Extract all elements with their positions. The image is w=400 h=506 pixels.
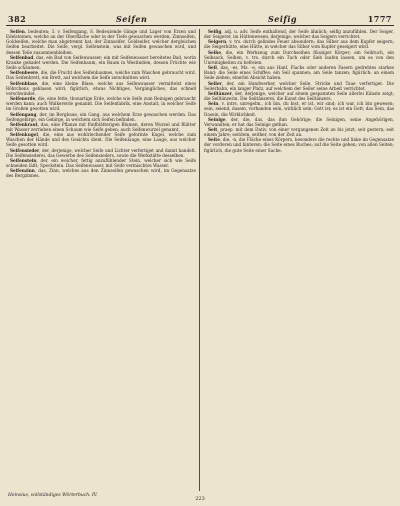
dictionary-entry: Seifensieder, der, derjenige, welcher Seife und Lichter verfertiget und damit handelt. Die Seifensiederei, das Gewerbe des Seifensieders, sowie die Werkstätte desselben.: [6, 147, 196, 158]
right-running-head: Seifig: [268, 14, 297, 24]
entry-headword: Seit: [208, 126, 218, 132]
dictionary-entry: Seit, praep. mit dem Dativ, von einer vergangenen Zeit an bis jetzt; seit gestern; seit einem Jahre; seitdem, seither, von der Zeit an.: [204, 126, 394, 138]
entry-definition: der, ein weicher, fettig anzufühlender Stein, welcher sich wie Seife schneiden läßt; Speckstein. Das Seifenwasser, mit Seife vermischtes Wasser.: [6, 157, 196, 169]
dictionary-entry: Seifen, bedeuten; 3. v. Seifengang, S. Bedeutende Gänge und Lager von Erzen und Edelsteinen, welche an der Oberfläche oder in der Tiefe gewaschen werden; Zinnseifen, Goldseifen, welche man abgetrennt hat; der Zinnseifer, Goldseifer, welcher dergleichen Seifen bearbeitet. Die Seife, vergl. Seifenstein, was mit Seifen gewaschen wird, und dessen Teile zusammenbleiben.: [6, 29, 196, 55]
entry-definition: die, ein Werkzeug zum Durchseihen flüssiger Körper; ein Seihtuch, ein Seihsack. Seihen, v. trs. durch ein Tuch oder Sieb laufen lassen, um es von den Unreinigkeiten zu befreien.: [204, 49, 394, 65]
entry-headword: Seiler: [208, 80, 222, 86]
entry-headword: Seifen: [10, 29, 25, 34]
dictionary-entry: Seite, die, -n, die Fläche eines Körpers, besonders die rechte und linke im Gegensatze der vorderen und hinteren; die Seite eines Buches; auf die Seite gehen; von allen Seiten; figürlich, die gute Seite einer Sache.: [204, 137, 394, 153]
right-column: [204, 29, 394, 491]
dictionary-entry: Seifenstein, der, ein weicher, fettig anzufühlender Stein, welcher sich wie Seife schneiden läßt; Speckstein. Das Seifenwasser, mit Seife vermischtes Wasser.: [6, 157, 196, 169]
entry-headword: Seifenkraut: [10, 121, 38, 127]
entry-definition: der, derjenige, welcher auf einem gespannten Seile allerlei Künste zeigt; die Seiltänzerin. Die Seiltänzerei, die Kunst des Seiltänzers.: [204, 90, 394, 102]
entry-definition: praep. mit dem Dativ, von einer vergangenen Zeit an bis jetzt; seit gestern; seit einem Jahre; seitdem, seither, von der Zeit an.: [204, 126, 394, 138]
left-page-number: 382: [8, 14, 27, 24]
entry-headword: Seifig: [208, 29, 222, 34]
entry-headword: Seifenbad: [10, 54, 34, 60]
entry-headword: Seifensieder: [10, 147, 40, 153]
dictionary-entry: Seifenblase, die, eine kleine Blase, welche aus Seifenwasser vermittelst eines Röhrchens geblasen wird; figürlich, etwas Nichtiges, Vergängliches, das schnell verschwindet.: [6, 80, 196, 96]
dictionary-entry: Seifenbeere, die, die Frucht des Seifenbaumes, welche zum Waschen gebraucht wird. Das Seifenbrett, ein Brett, auf welchem die Seife zerschnitten wird.: [6, 70, 196, 81]
footer-note: Heinsius, vollständiges Wörterbuch. IV.: [8, 493, 98, 498]
entry-definition: die, eine fette, thonartige Erde, welche wie Seife zum Reinigen gebraucht werden kann; auch Walkererde genannt. Die Seifenfabrik, eine Anstalt, in welcher Seife im Großen gesotten wird.: [6, 96, 196, 112]
dictionary-entry: Seiltänzer, der, derjenige, welcher auf einem gespannten Seile allerlei Künste zeigt; die Seiltänzerin. Die Seiltänzerei, die Kunst des Seiltänzers.: [204, 90, 394, 102]
left-column: [6, 29, 196, 491]
entry-definition: die, eine kleine Blase, welche aus Seifenwasser vermittelst eines Röhrchens geblasen wird; figürlich, etwas Nichtiges, Vergängliches, das schnell verschwindet.: [6, 80, 196, 96]
entry-definition: der, im Bergbaue, ein Gang, aus welchem Erze gewaschen werden. Das Seifengebirge, ein Gebirge, in welchem sich Seifen befinden.: [6, 111, 196, 122]
entry-definition: bedeuten; 3. v. Seifengang, S. Bedeutende Gänge und Lager von Erzen und Edelsteinen, welche an der Oberfläche oder in der Tiefe gewaschen werden; Zinnseifen, Goldseifen, welche man abgetrennt hat; der Zinnseifer, Goldseifer, welcher dergleichen Seifen bearbeitet. Die Seife, vergl. Seifenstein, was mit Seifen gewaschen wird, und dessen Teile zusammenbleiben.: [6, 29, 196, 55]
dictionary-entry: Seigern, v. trs. durch gelindes Feuer absondern; das Silber aus dem Kupfer seigern; die Seigerhütte, eine Hütte, in welcher das Silber vom Kupfer geseigert wird.: [204, 39, 394, 50]
entry-headword: Seinige: [208, 116, 226, 122]
entry-headword: Seifenstein: [10, 157, 37, 163]
entry-definition: die, die Frucht des Seifenbaumes, welche zum Waschen gebraucht wird. Das Seifenbrett, ein Brett, auf welchem die Seife zerschnitten wird.: [6, 70, 196, 81]
dictionary-entry: Seifenzinn, das, Zinn, welches aus den Zinnseifen gewaschen wird, im Gegensatze des Bergzinnes.: [6, 168, 196, 179]
entry-definition: adj. u. adv. Seife enthaltend, der Seife ähnlich; seifig anzufühlen. Der Seiger, der Seigerer, im Hüttenwesen, derjenige, welcher das Seigern verrichtet.: [204, 29, 394, 40]
header-rule: [6, 25, 394, 26]
entry-headword: Sein: [208, 101, 219, 107]
entry-definition: v. trs. durch gelindes Feuer absondern; das Silber aus dem Kupfer seigern; die Seigerhütte, eine Hütte, in welcher das Silber vom Kupfer geseigert wird.: [204, 39, 394, 50]
entry-definition: das, eine Pflanze mit fünfblätterigen Blumen, deren Wurzel und Blätter mit Wasser zerrieben einen Schaum wie Seife geben; auch Seifenwurzel genannt.: [6, 121, 196, 132]
entry-definition: der, die, das, das ihm Gehörige; die Seinigen, seine Angehörigen, Verwandten; er hat das Seinige gethan.: [204, 116, 394, 127]
dictionary-entry: Seifig, adj. u. adv. Seife enthaltend, der Seife ähnlich; seifig anzufühlen. Der Seiger, der Seigerer, im Hüttenwesen, derjenige, welcher das Seigern verrichtet.: [204, 29, 394, 40]
entry-definition: das, ein Bad von Seifenwasser; ein mit Seifenwasser bereitetes Bad, worin Kranke gebadet werden. Die Seifenbaum, ein Baum in Westindien, dessen Früchte wie Seife schäumen.: [6, 54, 196, 71]
entry-definition: der, derjenige, welcher Seife und Lichter verfertiget und damit handelt. Die Seifensiederei, das Gewerbe des Seifensieders, sowie die Werkstätte desselben.: [6, 147, 196, 158]
dictionary-entry: Seifenkugel, die, eine aus wohlriechender Seife geformte Kugel, welche zum Waschen der Hände und des Gesichts dient. Die Seifenlauge, eine Lauge, aus welcher Seife gesotten wird.: [6, 132, 196, 148]
dictionary-entry: Seifenkraut, das, eine Pflanze mit fünfblätterigen Blumen, deren Wurzel und Blätter mit Wasser zerrieben einen Schaum wie Seife geben; auch Seifenwurzel genannt.: [6, 121, 196, 132]
dictionary-entry: Seifenerde, die, eine fette, thonartige Erde, welche wie Seife zum Reinigen gebraucht werden kann; auch Walkererde genannt. Die Seifenfabrik, eine Anstalt, in welcher Seife im Großen gesotten wird.: [6, 96, 196, 112]
entry-definition: das, Zinn, welches aus den Zinnseifen gewaschen wird, im Gegensatze des Bergzinnes.: [6, 168, 196, 179]
entry-headword: Seil: [208, 65, 217, 71]
dictionary-entry: Seiler, der, ein Handwerker, welcher Seile, Stricke und Taue verfertiget. Die Seilerbahn, ein langer Platz, auf welchem der Seiler seine Arbeit verrichtet.: [204, 80, 394, 91]
signature-mark: 223: [195, 496, 205, 502]
entry-definition: die, eine aus wohlriechender Seife geformte Kugel, welche zum Waschen der Hände und des Gesichts dient. Die Seifenlauge, eine Lauge, aus welcher Seife gesotten wird.: [6, 132, 196, 148]
entry-definition: die, -n, die Fläche eines Körpers, besonders die rechte und linke im Gegensatze der vorderen und hinteren; die Seite eines Buches; auf die Seite gehen; von allen Seiten; figürlich, die gute Seite einer Sache.: [204, 137, 394, 153]
dictionary-entry: Seifengang, der, im Bergbaue, ein Gang, aus welchem Erze gewaschen werden. Das Seifengebirge, ein Gebirge, in welchem sich Seifen befinden.: [6, 111, 196, 122]
left-running-head: Seifen: [116, 14, 148, 24]
entry-headword: Seifenbeere: [10, 70, 38, 76]
entry-headword: Seiltänzer: [208, 90, 232, 96]
entry-headword: Seite: [208, 137, 220, 143]
dictionary-entry: Seinige, der, die, das, das ihm Gehörige; die Seinigen, seine Angehörigen, Verwandten; er hat das Seinige gethan.: [204, 116, 394, 127]
entry-headword: Seifenblase: [10, 80, 38, 86]
right-page-number: 1777: [367, 14, 392, 24]
entry-headword: Seifenzinn: [10, 168, 35, 174]
dictionary-entry: Seil, das, -es, Mz. -e, ein aus Hanf, Flachs oder anderen Fasern gedrehtes starkes Band; die Seile eines Schiffes; ein Seil spannen; am Seile tanzen; figürlich: an einem Seile ziehen, einerlei Absicht haben.: [204, 65, 394, 81]
entry-definition: v. intrs. unregelm., ich bin, du bist, er ist, wir sind; ich war, ich bin gewesen; sein, seiend, dasein, vorhanden sein, wirklich sein; Gott ist; es ist ein Gott; das Sein, das Dasein, die Wirklichkeit.: [204, 101, 394, 117]
entry-headword: Seigern: [208, 39, 227, 45]
entry-definition: das, -es, Mz. -e, ein aus Hanf, Flachs oder anderen Fasern gedrehtes starkes Band; die Seile eines Schiffes; ein Seil spannen; am Seile tanzen; figürlich: an einem Seile ziehen, einerlei Absicht haben.: [204, 65, 394, 81]
entry-headword: Seifenerde: [10, 96, 36, 102]
entry-headword: Seifenkugel: [10, 132, 38, 138]
column-divider: [199, 29, 200, 491]
entry-definition: der, ein Handwerker, welcher Seile, Stricke und Taue verfertiget. Die Seilerbahn, ein langer Platz, auf welchem der Seiler seine Arbeit verrichtet.: [204, 80, 394, 91]
dictionary-entry: Seihe, die, ein Werkzeug zum Durchseihen flüssiger Körper; ein Seihtuch, ein Seihsack. Seihen, v. trs. durch ein Tuch oder Sieb laufen lassen, um es von den Unreinigkeiten zu befreien.: [204, 49, 394, 65]
dictionary-entry: Seifenbad, das, ein Bad von Seifenwasser; ein mit Seifenwasser bereitetes Bad, worin Kranke gebadet werden. Die Seifenbaum, ein Baum in Westindien, dessen Früchte wie Seife schäumen.: [6, 54, 196, 71]
entry-headword: Seihe: [208, 49, 221, 55]
entry-headword: Seifengang: [10, 111, 37, 117]
dictionary-entry: Sein, v. intrs. unregelm., ich bin, du bist, er ist, wir sind; ich war, ich bin gewesen; sein, seiend, dasein, vorhanden sein, wirklich sein; Gott ist; es ist ein Gott; das Sein, das Dasein, die Wirklichkeit.: [204, 101, 394, 117]
